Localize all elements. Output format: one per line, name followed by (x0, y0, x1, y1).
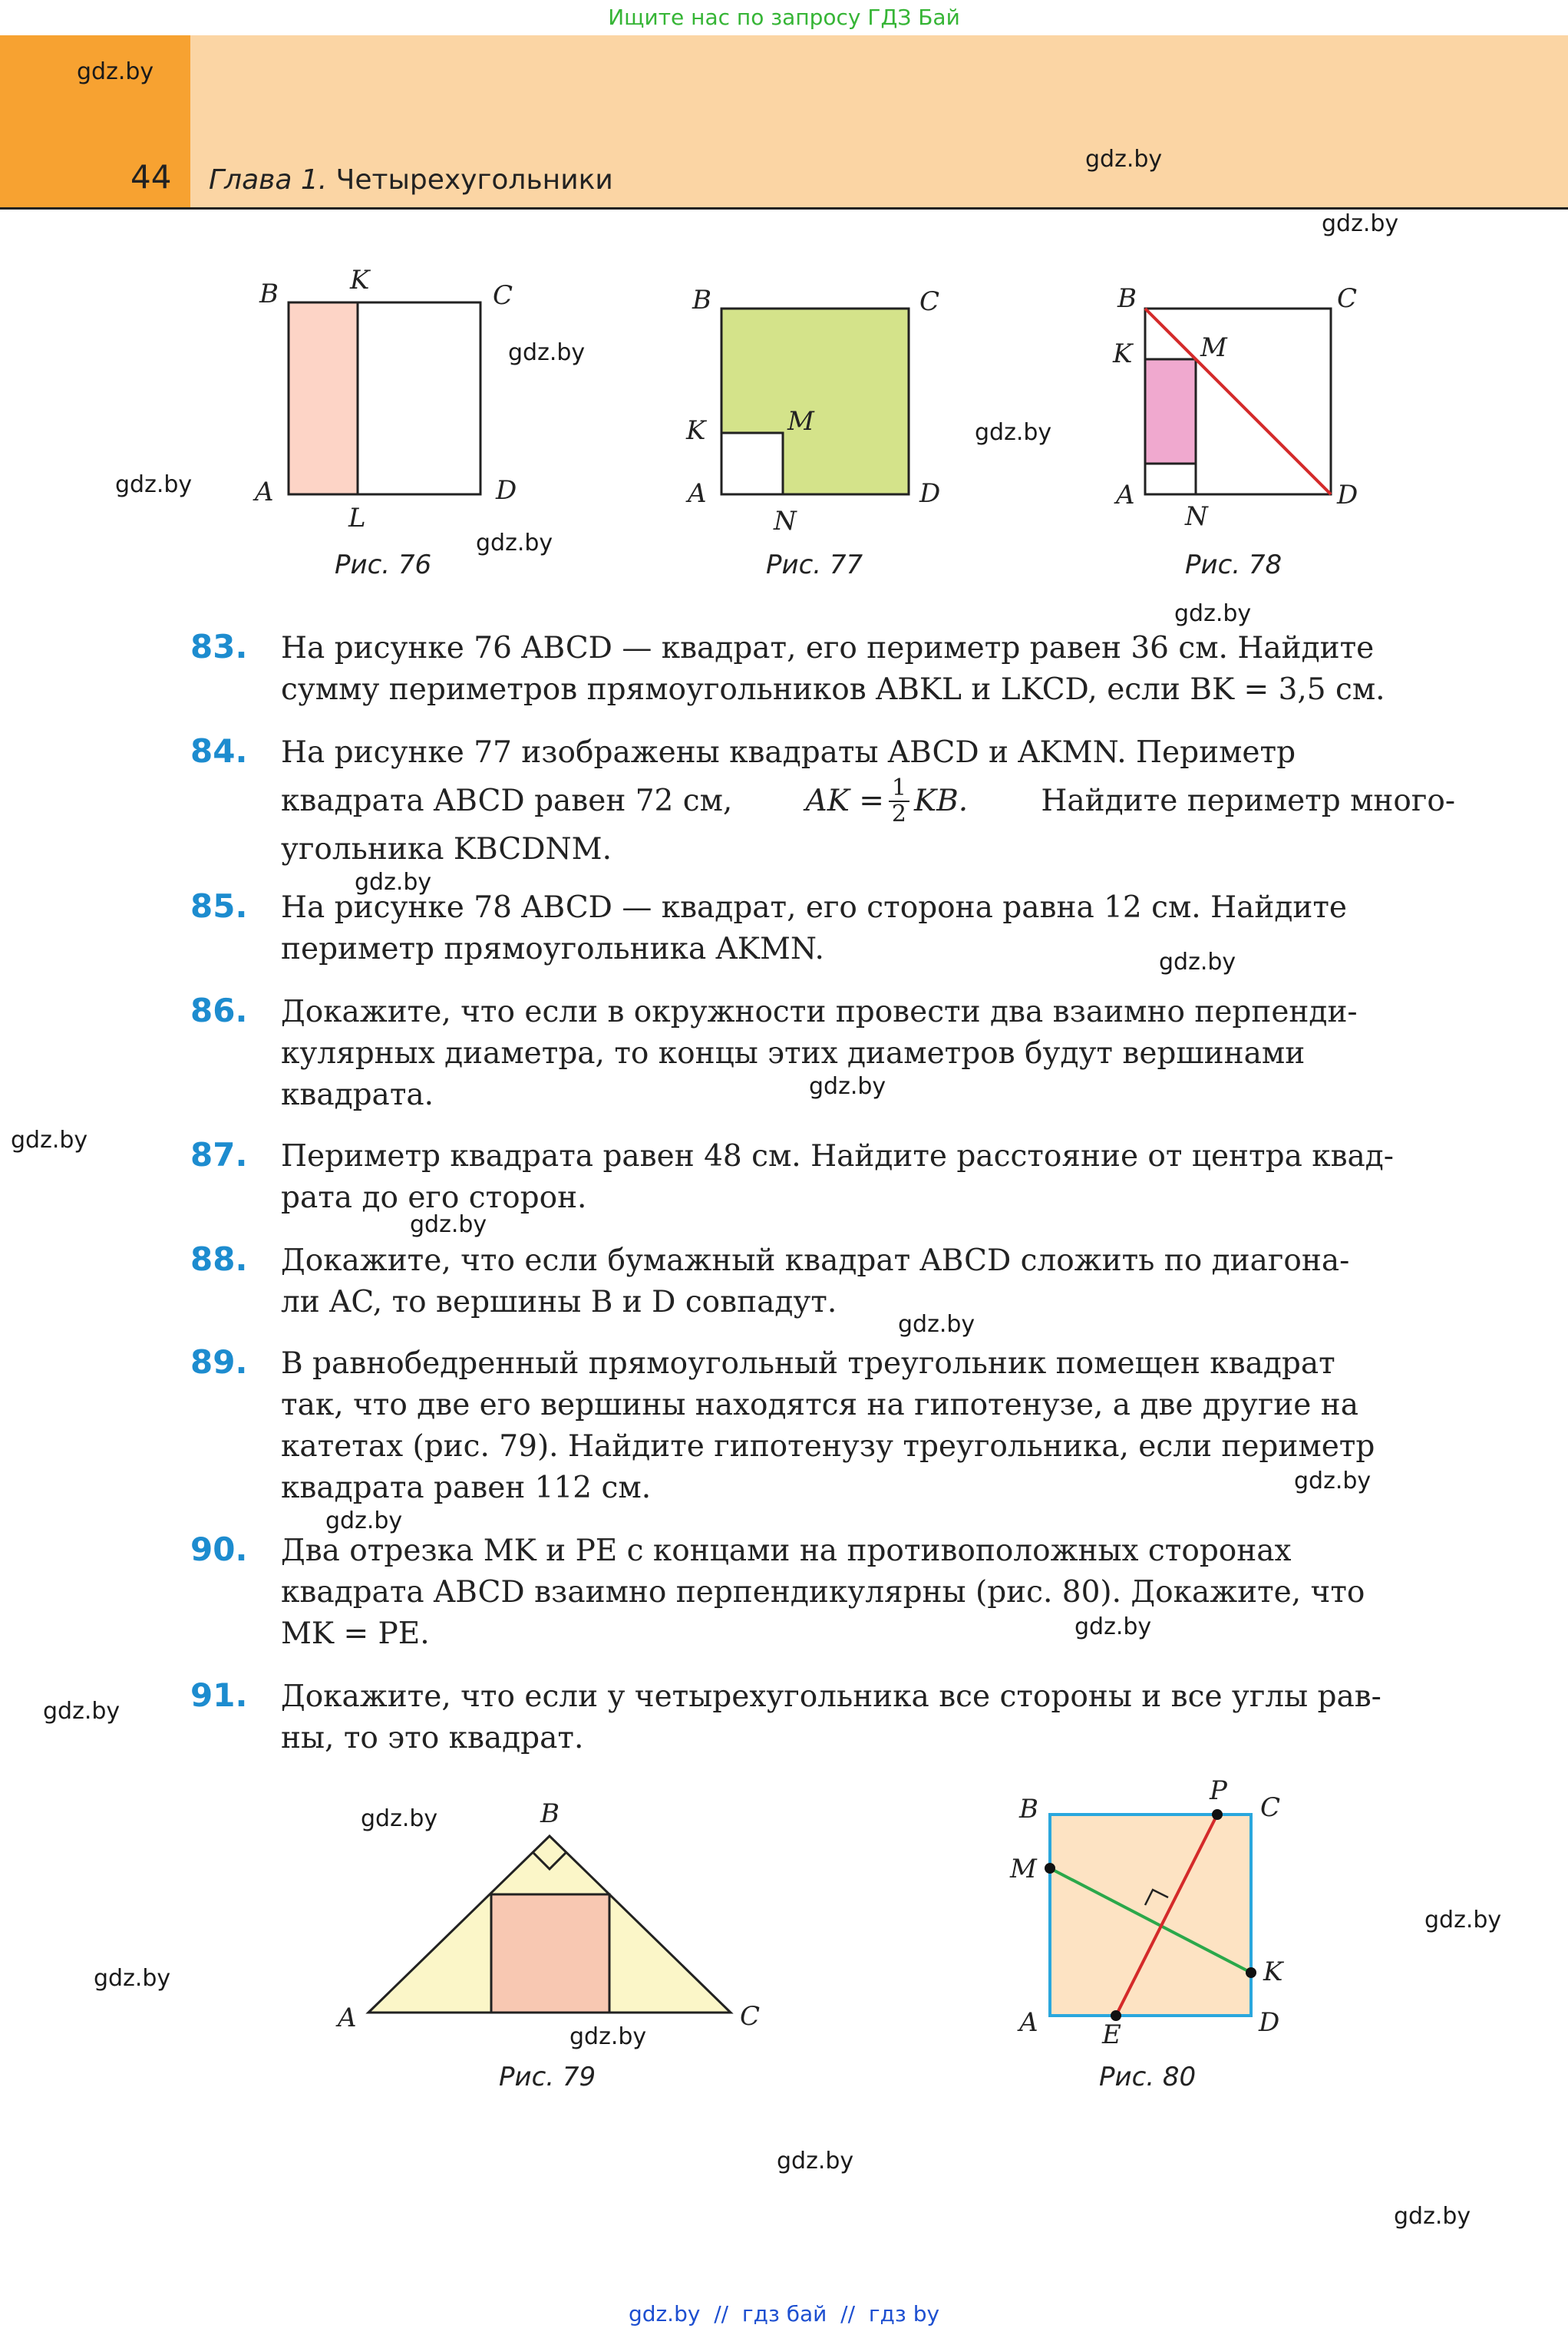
chapter-title (209, 164, 613, 196)
formula-ak (806, 776, 969, 827)
fig77-square-akmn (721, 433, 783, 494)
problem-91 (190, 1676, 1453, 1762)
problem-89 (190, 1343, 1453, 1512)
chapter-name: Четырехугольники (335, 164, 613, 196)
fig80-label-k: K (1263, 1957, 1283, 1987)
problem-line: Два отрезка MK и PE с концами на противоположных сторонах (281, 1534, 1292, 1568)
problem-text (281, 992, 1455, 1116)
fig76-label-k: K (350, 265, 370, 296)
watermark: gdz.by (1394, 2203, 1471, 2230)
fig77-label-k: K (686, 415, 706, 446)
problem-line: рата до его сторон. (281, 1181, 587, 1215)
fig79-label-b: B (540, 1798, 560, 1829)
fig79-label-a: A (338, 2003, 357, 2033)
problem-text (281, 1343, 1455, 1509)
fig80-label-c: C (1260, 1792, 1281, 1823)
fig77-label-d: D (919, 478, 941, 509)
fig80-label-b: B (1019, 1794, 1038, 1824)
problem-90 (190, 1531, 1453, 1658)
problem-line: В равнобедренный прямоугольный треугольник помещен квадрат (281, 1346, 1335, 1381)
problem-line: ны, то это квадрат. (281, 1721, 584, 1755)
watermark: gdz.by (11, 1127, 88, 1154)
problem-text (281, 1136, 1455, 1219)
problem-text (281, 1240, 1455, 1323)
problem-line: MK = PE. (281, 1616, 430, 1651)
fig79-caption: Рис. 79 (499, 2062, 596, 2092)
problem-text (281, 732, 1455, 870)
watermark: gdz.by (1085, 146, 1163, 173)
watermark: gdz.by (809, 1073, 886, 1100)
problem-line: квадрата ABCD взаимно перпендикулярны (рис. 80). Докажите, что (281, 1575, 1365, 1610)
problem-line: На рисунке 78 ABCD — квадрат, его сторона равна 12 см. Найдите (281, 890, 1348, 925)
watermark: gdz.by (1322, 210, 1399, 237)
formula-fraction (889, 776, 909, 827)
figure-80 (998, 1765, 1305, 2057)
problem-text (281, 887, 1455, 970)
figure-79 (322, 1788, 798, 2049)
watermark: gdz.by (410, 1211, 487, 1238)
fig80-point-m (1045, 1863, 1055, 1874)
fig76-label-l: L (348, 503, 366, 533)
fig78-label-d: D (1337, 480, 1358, 510)
fig79-square (491, 1894, 609, 2013)
problem-line: Найдите периметр много- (1041, 784, 1455, 818)
watermark: gdz.by (975, 419, 1052, 446)
problem-line: квадрата равен 112 см. (281, 1471, 652, 1505)
page-number: 44 (130, 158, 172, 196)
figure-78 (1105, 276, 1381, 537)
problem-line: периметр прямоугольника AKMN. (281, 932, 824, 966)
problem-number: 90. (190, 1531, 248, 1568)
fig76-label-c: C (493, 280, 513, 311)
header-divider (0, 207, 1568, 210)
problem-line: катетах (рис. 79). Найдите гипотенузу треугольника, если периметр (281, 1429, 1375, 1464)
problem-85 (190, 887, 1453, 973)
fig80-point-k (1246, 1967, 1256, 1978)
fig78-label-m: M (1200, 332, 1227, 363)
problem-87 (190, 1136, 1453, 1222)
watermark: gdz.by (355, 869, 432, 896)
chapter-prefix: Глава 1. (209, 164, 328, 196)
problem-line: Периметр квадрата равен 48 см. Найдите расстояние от центра квад- (281, 1139, 1394, 1174)
problem-number: 84. (190, 732, 248, 770)
watermark: gdz.by (325, 1507, 403, 1534)
problem-line: сумму периметров прямоугольников ABKL и LKCD, если BK = 3,5 см. (281, 672, 1385, 707)
problem-line: На рисунке 77 изображены квадраты ABCD и AKMN. Периметр (281, 735, 1296, 770)
fig80-caption: Рис. 80 (1099, 2062, 1197, 2092)
watermark: gdz.by (43, 1698, 120, 1725)
problem-88 (190, 1240, 1453, 1326)
watermark: gdz.by (1159, 949, 1236, 976)
problem-86 (190, 992, 1453, 1119)
problem-line: Докажите, что если в окружности провести два взаимно перпенди- (281, 995, 1358, 1029)
fig78-label-b: B (1117, 283, 1137, 314)
watermark: gdz.by (898, 1311, 975, 1338)
formula-lhs: AK = (805, 784, 884, 818)
fig80-label-m: M (1010, 1854, 1037, 1884)
watermark: gdz.by (569, 2023, 647, 2050)
problem-number: 87. (190, 1136, 248, 1174)
fig78-caption: Рис. 78 (1185, 550, 1282, 580)
watermark: gdz.by (361, 1805, 438, 1832)
fig80-label-e: E (1102, 2019, 1121, 2050)
watermark: gdz.by (115, 471, 193, 498)
fig76-label-d: D (496, 475, 517, 506)
fig78-label-k: K (1113, 338, 1133, 369)
watermark: gdz.by (777, 2148, 854, 2175)
fig77-label-b: B (692, 285, 711, 315)
problem-text (281, 1676, 1455, 1759)
problem-line: так, что две его вершины находятся на гипотенузе, а две другие на (281, 1388, 1358, 1422)
figure-77 (675, 276, 952, 537)
fig78-rect-akmn (1145, 359, 1196, 464)
footer-links[interactable]: gdz.by // гдз бай // гдз by (628, 2301, 940, 2326)
problem-84 (190, 732, 1453, 870)
problem-line: ли AC, то вершины B и D совпадут. (281, 1285, 837, 1319)
watermark: gdz.by (77, 58, 154, 85)
problem-number: 89. (190, 1343, 248, 1381)
fig76-label-b: B (259, 279, 279, 309)
watermark: gdz.by (1294, 1468, 1372, 1494)
fig80-label-p: P (1210, 1775, 1227, 1806)
watermark: gdz.by (1424, 1907, 1502, 1933)
problem-number: 86. (190, 992, 248, 1029)
fig76-caption: Рис. 76 (335, 550, 432, 580)
top-banner[interactable]: Ищите нас по запросу ГДЗ Бай (608, 5, 960, 30)
problem-line: Докажите, что если бумажный квадрат ABCD сложить по диагона- (281, 1243, 1350, 1278)
problem-line: кулярных диаметра, то концы этих диаметров будут вершинами (281, 1036, 1306, 1071)
fig77-label-c: C (919, 286, 940, 317)
fig80-label-a: A (1019, 2007, 1038, 2038)
fig80-point-p (1212, 1809, 1223, 1820)
fig79-label-c: C (740, 2001, 761, 2032)
fig76-label-a: A (255, 477, 274, 507)
fig77-label-n: N (774, 506, 797, 537)
fig77-caption: Рис. 77 (766, 550, 863, 580)
watermark: gdz.by (1174, 600, 1252, 627)
problem-formula-line (281, 774, 1455, 829)
figure-76 (246, 261, 522, 537)
problem-text (281, 628, 1455, 711)
problem-number: 85. (190, 887, 248, 925)
fig77-label-m: M (787, 406, 814, 437)
fig78-label-a: A (1116, 480, 1135, 510)
fig80-square (1050, 1815, 1251, 2016)
watermark: gdz.by (1074, 1613, 1152, 1640)
problem-line: Докажите, что если у четырехугольника все стороны и все углы рав- (281, 1679, 1381, 1714)
problem-line: квадрата ABCD равен 72 см, (281, 784, 733, 818)
problem-line: квадрата. (281, 1078, 434, 1112)
problem-line: угольника KBCDNM. (281, 832, 612, 867)
watermark: gdz.by (94, 1965, 171, 1992)
problem-line: На рисунке 76 ABCD — квадрат, его периметр равен 36 см. Найдите (281, 631, 1375, 665)
fraction-numerator: 1 (889, 776, 909, 802)
fig78-label-c: C (1337, 283, 1358, 314)
problem-number: 88. (190, 1240, 248, 1278)
fraction-denominator: 2 (891, 801, 906, 827)
fig77-label-a: A (688, 478, 707, 509)
problem-number: 91. (190, 1676, 248, 1714)
problem-number: 83. (190, 628, 248, 665)
fig80-label-d: D (1259, 2007, 1280, 2038)
fig76-rect-abkl (289, 302, 358, 494)
watermark: gdz.by (508, 339, 586, 366)
problem-text (281, 1531, 1455, 1655)
fig78-label-n: N (1185, 501, 1208, 532)
problem-83 (190, 628, 1453, 714)
formula-rhs: KB. (914, 784, 969, 818)
watermark: gdz.by (476, 530, 553, 556)
